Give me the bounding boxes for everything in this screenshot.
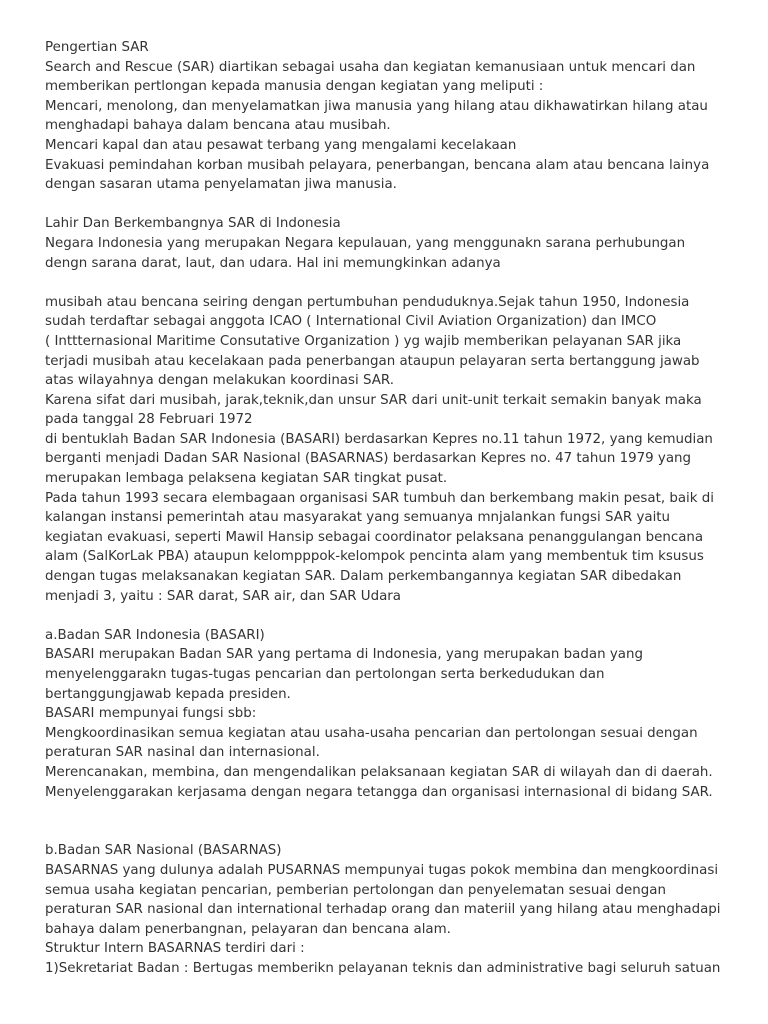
text-line: dengn sarana darat, laut, dan udara. Hal ini memungkinkan adanya xyxy=(45,255,501,271)
text-line: terjadi musibah atau kecelakaan pada penerbangan ataupun pelayaran serta bertanggung jawab xyxy=(45,353,700,369)
text-line: Mencari, menolong, dan menyelamatkan jiwa manusia yang hilang atau dikhawatirkan hilang atau xyxy=(45,98,708,114)
text-line: Merencanakan, membina, dan mengendalikan pelaksanaan kegiatan SAR di wilayah dan di daerah. xyxy=(45,764,713,780)
text-line: ( Inttternasional Maritime Consutative Organization ) yg wajib memberikan pelayanan SAR jika xyxy=(45,333,682,349)
text-line: dengan sasaran utama penyelamatan jiwa manusia. xyxy=(45,177,397,193)
document-page xyxy=(45,38,735,979)
text-line: Evakuasi pemindahan korban musibah pelayara, penerbangan, bencana alam atau bencana lainya xyxy=(45,157,710,173)
text-line: memberikan pertlongan kepada manusia dengan kegiatan yang meliputi : xyxy=(45,79,544,95)
text-line: Negara Indonesia yang merupakan Negara kepulauan, yang menggunakn sarana perhubungan xyxy=(45,235,686,251)
section-heading: Lahir Dan Berkembangnya SAR di Indonesia xyxy=(45,216,341,232)
section-pengertian xyxy=(45,38,735,195)
text-line: Search and Rescue (SAR) diartikan sebagai usaha dan kegiatan kemanusiaan untuk mencari dan xyxy=(45,59,696,75)
text-line: pada tanggal 28 Februari 1972 xyxy=(45,412,253,428)
section-heading: a.Badan SAR Indonesia (BASARI) xyxy=(45,627,265,643)
text-line: Struktur Intern BASARNAS terdiri dari : xyxy=(45,941,305,957)
text-line: 1)Sekretariat Badan : Bertugas memberikn pelayanan teknis dan administrative bagi seluruh satuan xyxy=(45,960,721,976)
text-line: Mengkoordinasikan semua kegiatan atau usaha-usaha pencarian dan pertolongan sesuai dengan xyxy=(45,725,698,741)
text-line: bertanggungjawab kepada presiden. xyxy=(45,686,291,702)
section-heading: b.Badan SAR Nasional (BASARNAS) xyxy=(45,843,282,859)
text-line: merupakan lembaga pelaksena kegiatan SAR tingkat pusat. xyxy=(45,471,448,487)
text-line: BASARNAS yang dulunya adalah PUSARNAS mempunyai tugas pokok membina dan mengkoordinasi xyxy=(45,862,719,878)
text-line: menjadi 3, yaitu : SAR darat, SAR air, dan SAR Udara xyxy=(45,588,402,604)
section-sejarah-continued xyxy=(45,293,735,607)
section-basari xyxy=(45,626,735,802)
text-line: Menyelenggarakan kerjasama dengan negara tetangga dan organisasi internasional di bidang SAR. xyxy=(45,784,713,800)
text-line: bahaya dalam penerbangnan, pelayaran dan bencana alam. xyxy=(45,921,451,937)
text-line: peraturan SAR nasional dan international terhadap orang dan materiil yang hilang atau menghadapi xyxy=(45,902,721,918)
paragraph-gap xyxy=(45,802,735,841)
text-line: Mencari kapal dan atau pesawat terbang yang mengalami kecelakaan xyxy=(45,137,517,153)
text-line: semua usaha kegiatan pencarian, pemberian pertolongan dan penyelematan sesuai dengan xyxy=(45,882,666,898)
text-line: BASARI merupakan Badan SAR yang pertama di Indonesia, yang merupakan badan yang xyxy=(45,647,643,663)
text-line: Pada tahun 1993 secara elembagaan organisasi SAR tumbuh dan berkembang makin pesat, baik di xyxy=(45,490,715,506)
section-basarnas xyxy=(45,841,735,978)
paragraph-gap xyxy=(45,273,735,293)
text-line: dengan tugas melaksanakan kegiatan SAR. Dalam perkembangannya kegiatan SAR dibedakan xyxy=(45,569,682,585)
paragraph-gap xyxy=(45,606,735,626)
text-line: peraturan SAR nasinal dan internasional. xyxy=(45,745,320,761)
section-sejarah xyxy=(45,214,735,273)
paragraph-gap xyxy=(45,195,735,215)
text-line: berganti menjadi Dadan SAR Nasional (BASARNAS) berdasarkan Kepres no. 47 tahun 1979 yang xyxy=(45,451,692,467)
text-line: Karena sifat dari musibah, jarak,teknik,dan unsur SAR dari unit-unit terkait semakin banyak maka xyxy=(45,392,702,408)
text-line: alam (SalKorLak PBA) ataupun kelompppok-kelompok pencinta alam yang membentuk tim ksusus xyxy=(45,549,704,565)
section-heading: Pengertian SAR xyxy=(45,40,149,55)
text-line: kegiatan evakuasi, seperti Mawil Hansip sebagai coordinator pelaksana penanggulangan bencana xyxy=(45,529,704,545)
text-line: di bentuklah Badan SAR Indonesia (BASARI) berdasarkan Kepres no.11 tahun 1972, yang kemudian xyxy=(45,431,713,447)
text-line: atas wilayahnya dengan melakukan koordinasi SAR. xyxy=(45,373,394,389)
text-line: menyelenggarakn tugas-tugas pencarian dan pertolongan serta berkedudukan dan xyxy=(45,667,605,682)
text-line: BASARI mempunyai fungsi sbb: xyxy=(45,706,257,722)
text-line: kalangan instansi pemerintah atau masyarakat yang semuanya mnjalankan fungsi SAR yaitu xyxy=(45,510,671,526)
text-line: sudah terdaftar sebagai anggota ICAO ( International Civil Aviation Organization) dan IMCO xyxy=(45,314,657,330)
text-line: menghadapi bahaya dalam bencana atau musibah. xyxy=(45,118,391,134)
text-line: musibah atau bencana seiring dengan pertumbuhan penduduknya.Sejak tahun 1950, Indonesia xyxy=(45,294,690,310)
